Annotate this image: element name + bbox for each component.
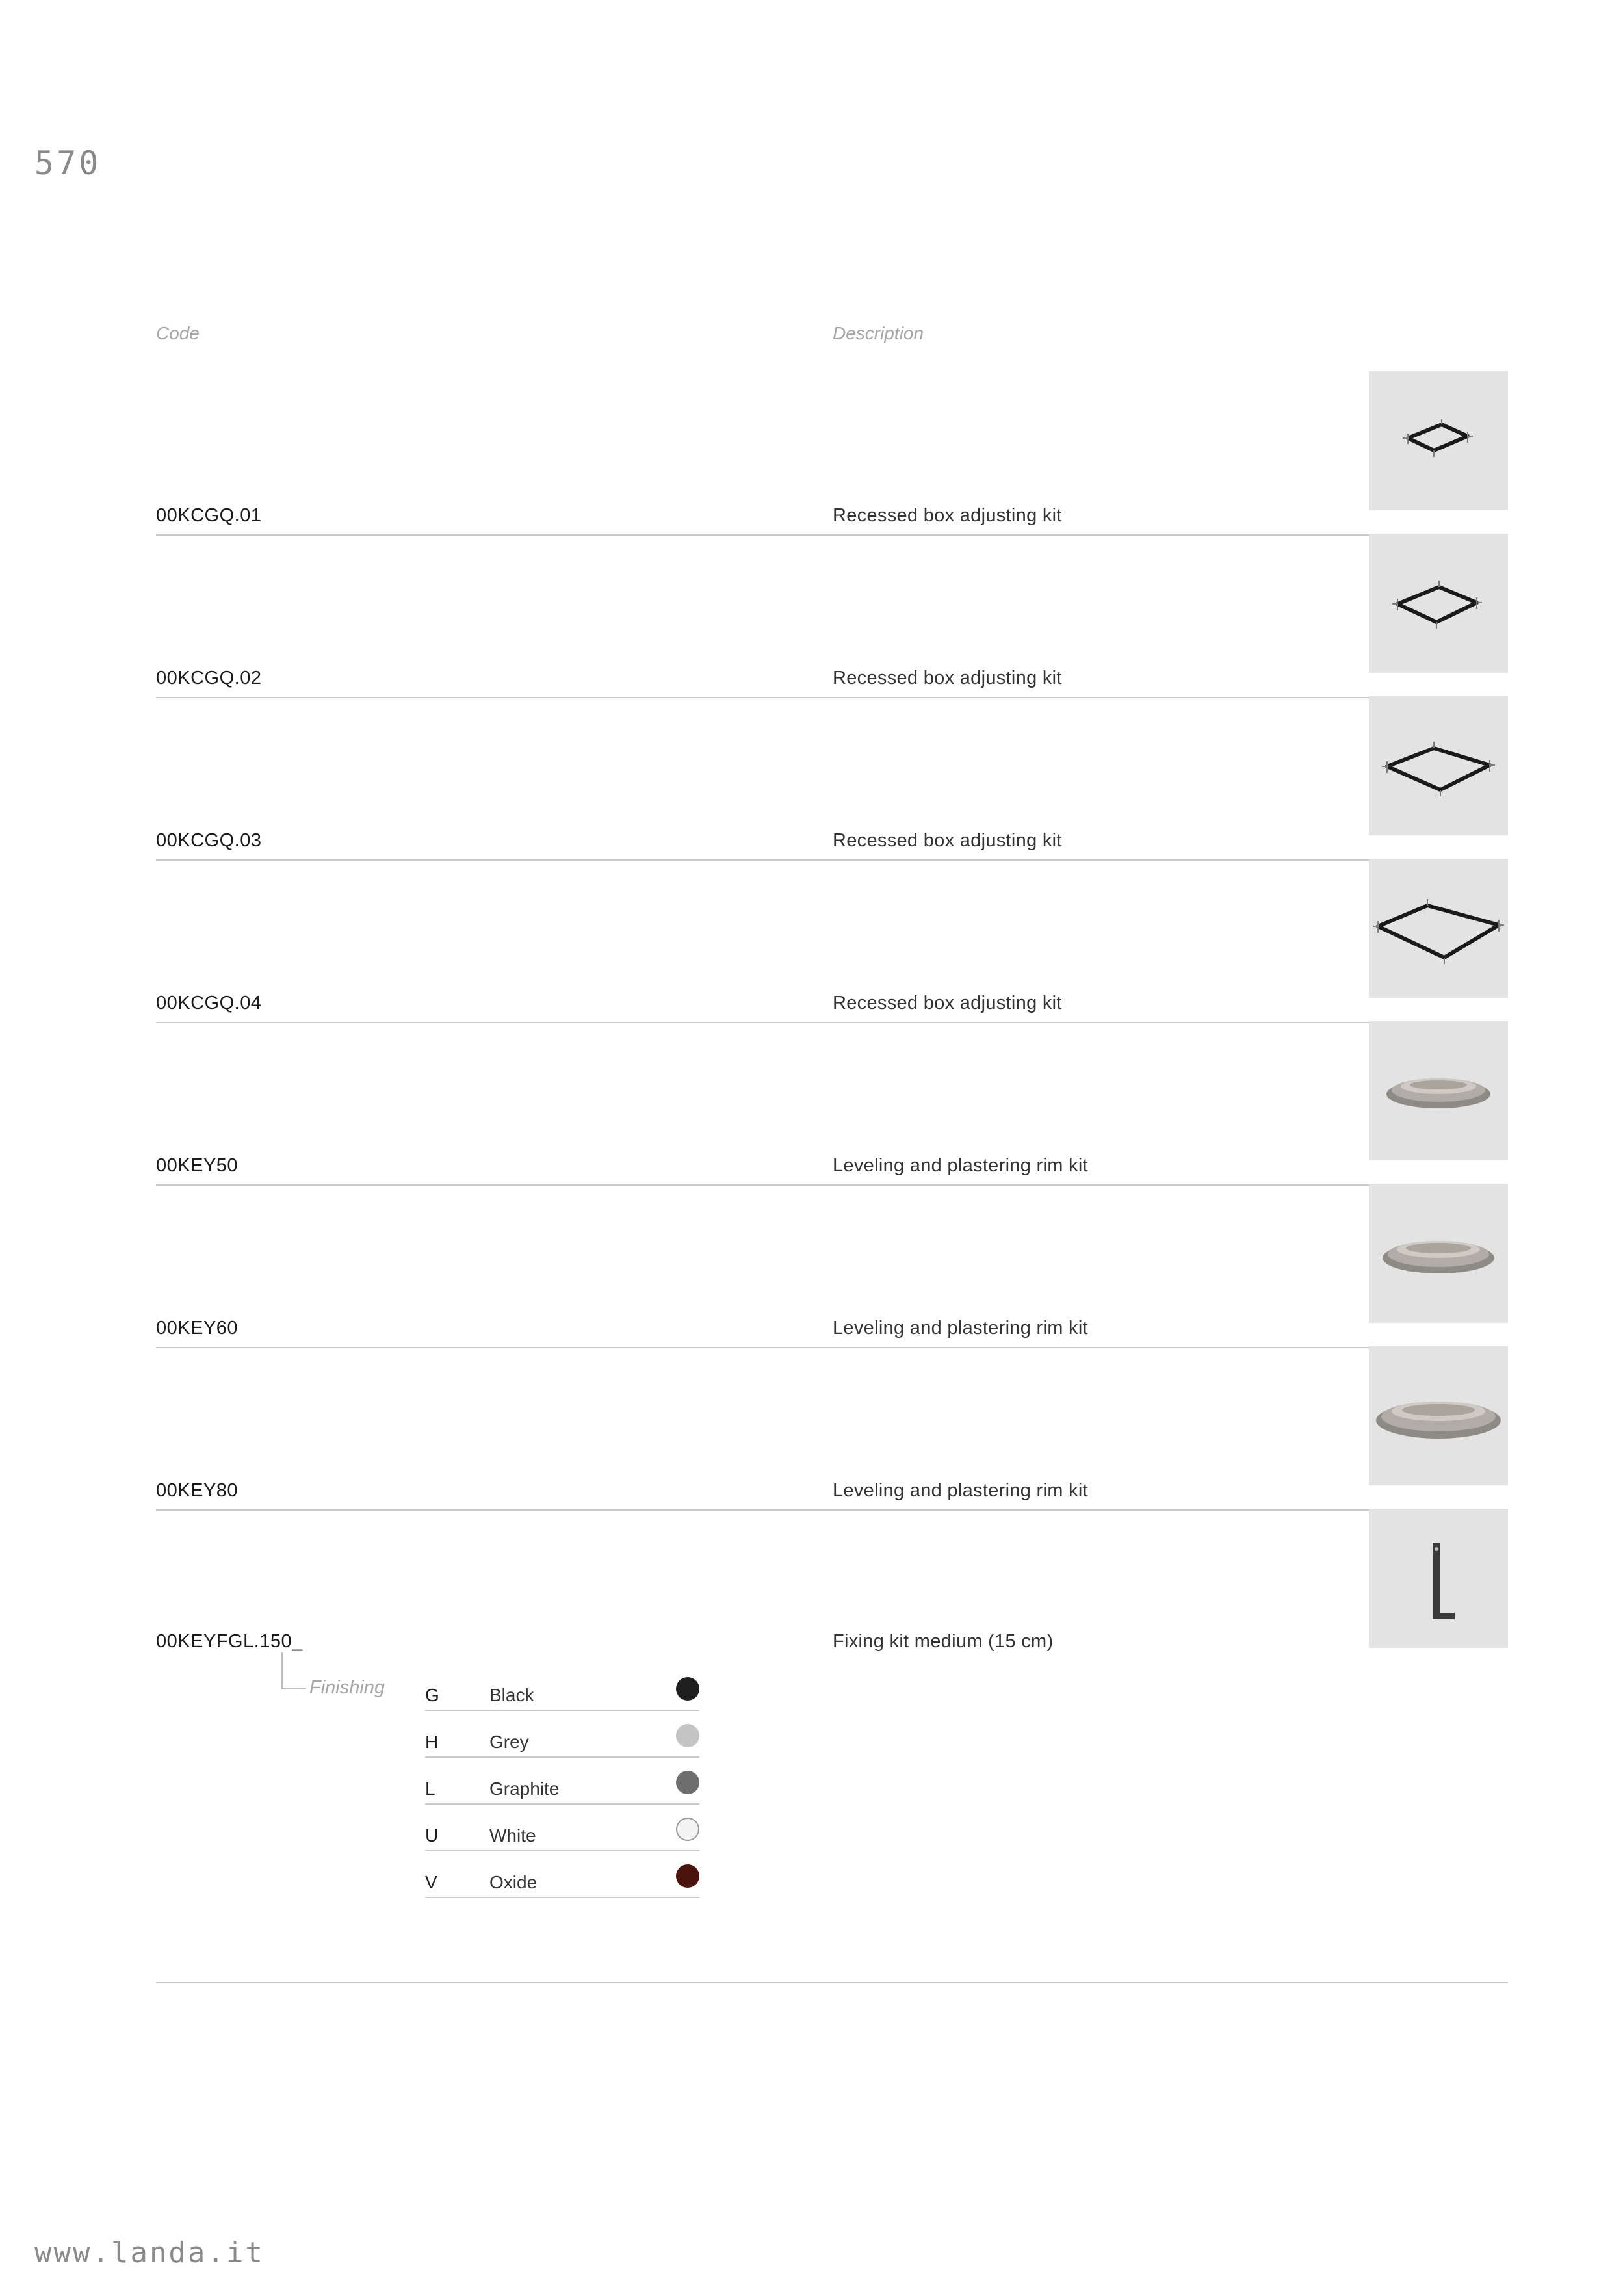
product-description: Leveling and plastering rim kit [833, 1318, 1088, 1338]
finish-code: V [425, 1872, 437, 1892]
product-row [156, 1184, 1508, 1348]
color-swatch [676, 1724, 699, 1747]
product-code: 00KEY60 [156, 1318, 239, 1338]
finish-option [425, 1851, 699, 1898]
product-image [1369, 696, 1508, 835]
product-code: 00KCGQ.03 [156, 830, 262, 851]
product-image [1369, 534, 1508, 673]
finish-divider [425, 1897, 699, 1898]
page-number: 570 [34, 144, 101, 182]
code-column-header: Code [156, 323, 200, 343]
finish-option [425, 1664, 699, 1711]
finish-code: L [425, 1779, 435, 1799]
product-image [1369, 859, 1508, 998]
finish-name: Grey [489, 1732, 529, 1752]
product-description: Recessed box adjusting kit [833, 993, 1062, 1013]
finish-code: U [425, 1825, 439, 1846]
finish-name: Black [489, 1685, 534, 1705]
finish-name: Graphite [489, 1779, 560, 1799]
color-swatch [676, 1864, 699, 1888]
square-frame-kit-xlarge-icon [1369, 859, 1508, 998]
product-code: 00KCGQ.01 [156, 505, 262, 526]
product-code: 00KEY80 [156, 1480, 239, 1501]
finish-name: Oxide [489, 1872, 538, 1892]
product-row [156, 696, 1508, 861]
product-description: Leveling and plastering rim kit [833, 1480, 1088, 1501]
product-row [156, 1021, 1508, 1186]
product-image [1369, 1346, 1508, 1485]
product-code: 00KCGQ.02 [156, 668, 262, 688]
square-frame-kit-medium-icon [1369, 534, 1508, 673]
finish-code: H [425, 1732, 439, 1752]
description-column-header: Description [833, 323, 924, 343]
finish-option [425, 1805, 699, 1851]
round-rim-small-icon [1369, 1021, 1508, 1160]
color-swatch [676, 1677, 699, 1701]
l-bracket-icon [1369, 1509, 1508, 1648]
color-swatch [676, 1771, 699, 1794]
product-description: Recessed box adjusting kit [833, 668, 1062, 688]
product-image [1369, 1021, 1508, 1160]
finish-option [425, 1758, 699, 1805]
square-frame-kit-small-icon [1369, 371, 1508, 510]
finish-option [425, 1711, 699, 1758]
color-swatch [676, 1818, 699, 1841]
product-code: 00KEY50 [156, 1155, 239, 1176]
finishing-connector [281, 1652, 306, 1689]
product-code: 00KCGQ.04 [156, 993, 262, 1013]
product-row [156, 1346, 1508, 1511]
finish-code: G [425, 1685, 439, 1705]
product-description: Leveling and plastering rim kit [833, 1155, 1088, 1176]
product-code: 00KEYFGL.150_ [156, 1631, 303, 1652]
finish-name: White [489, 1825, 536, 1846]
square-frame-kit-large-icon [1369, 696, 1508, 835]
round-rim-medium-icon [1369, 1184, 1508, 1323]
product-image [1369, 1509, 1508, 1648]
product-row [156, 534, 1508, 698]
product-image [1369, 371, 1508, 510]
footer-url: www.landa.it [34, 2236, 265, 2269]
product-row [156, 1509, 1508, 1652]
product-description: Recessed box adjusting kit [833, 505, 1062, 526]
finishing-label: Finishing [309, 1677, 385, 1698]
product-row [156, 859, 1508, 1023]
round-rim-large-icon [1369, 1346, 1508, 1485]
product-row [156, 371, 1508, 536]
bottom-divider [156, 1982, 1508, 1983]
product-description: Recessed box adjusting kit [833, 830, 1062, 851]
product-image [1369, 1184, 1508, 1323]
product-description: Fixing kit medium (15 cm) [833, 1631, 1054, 1652]
